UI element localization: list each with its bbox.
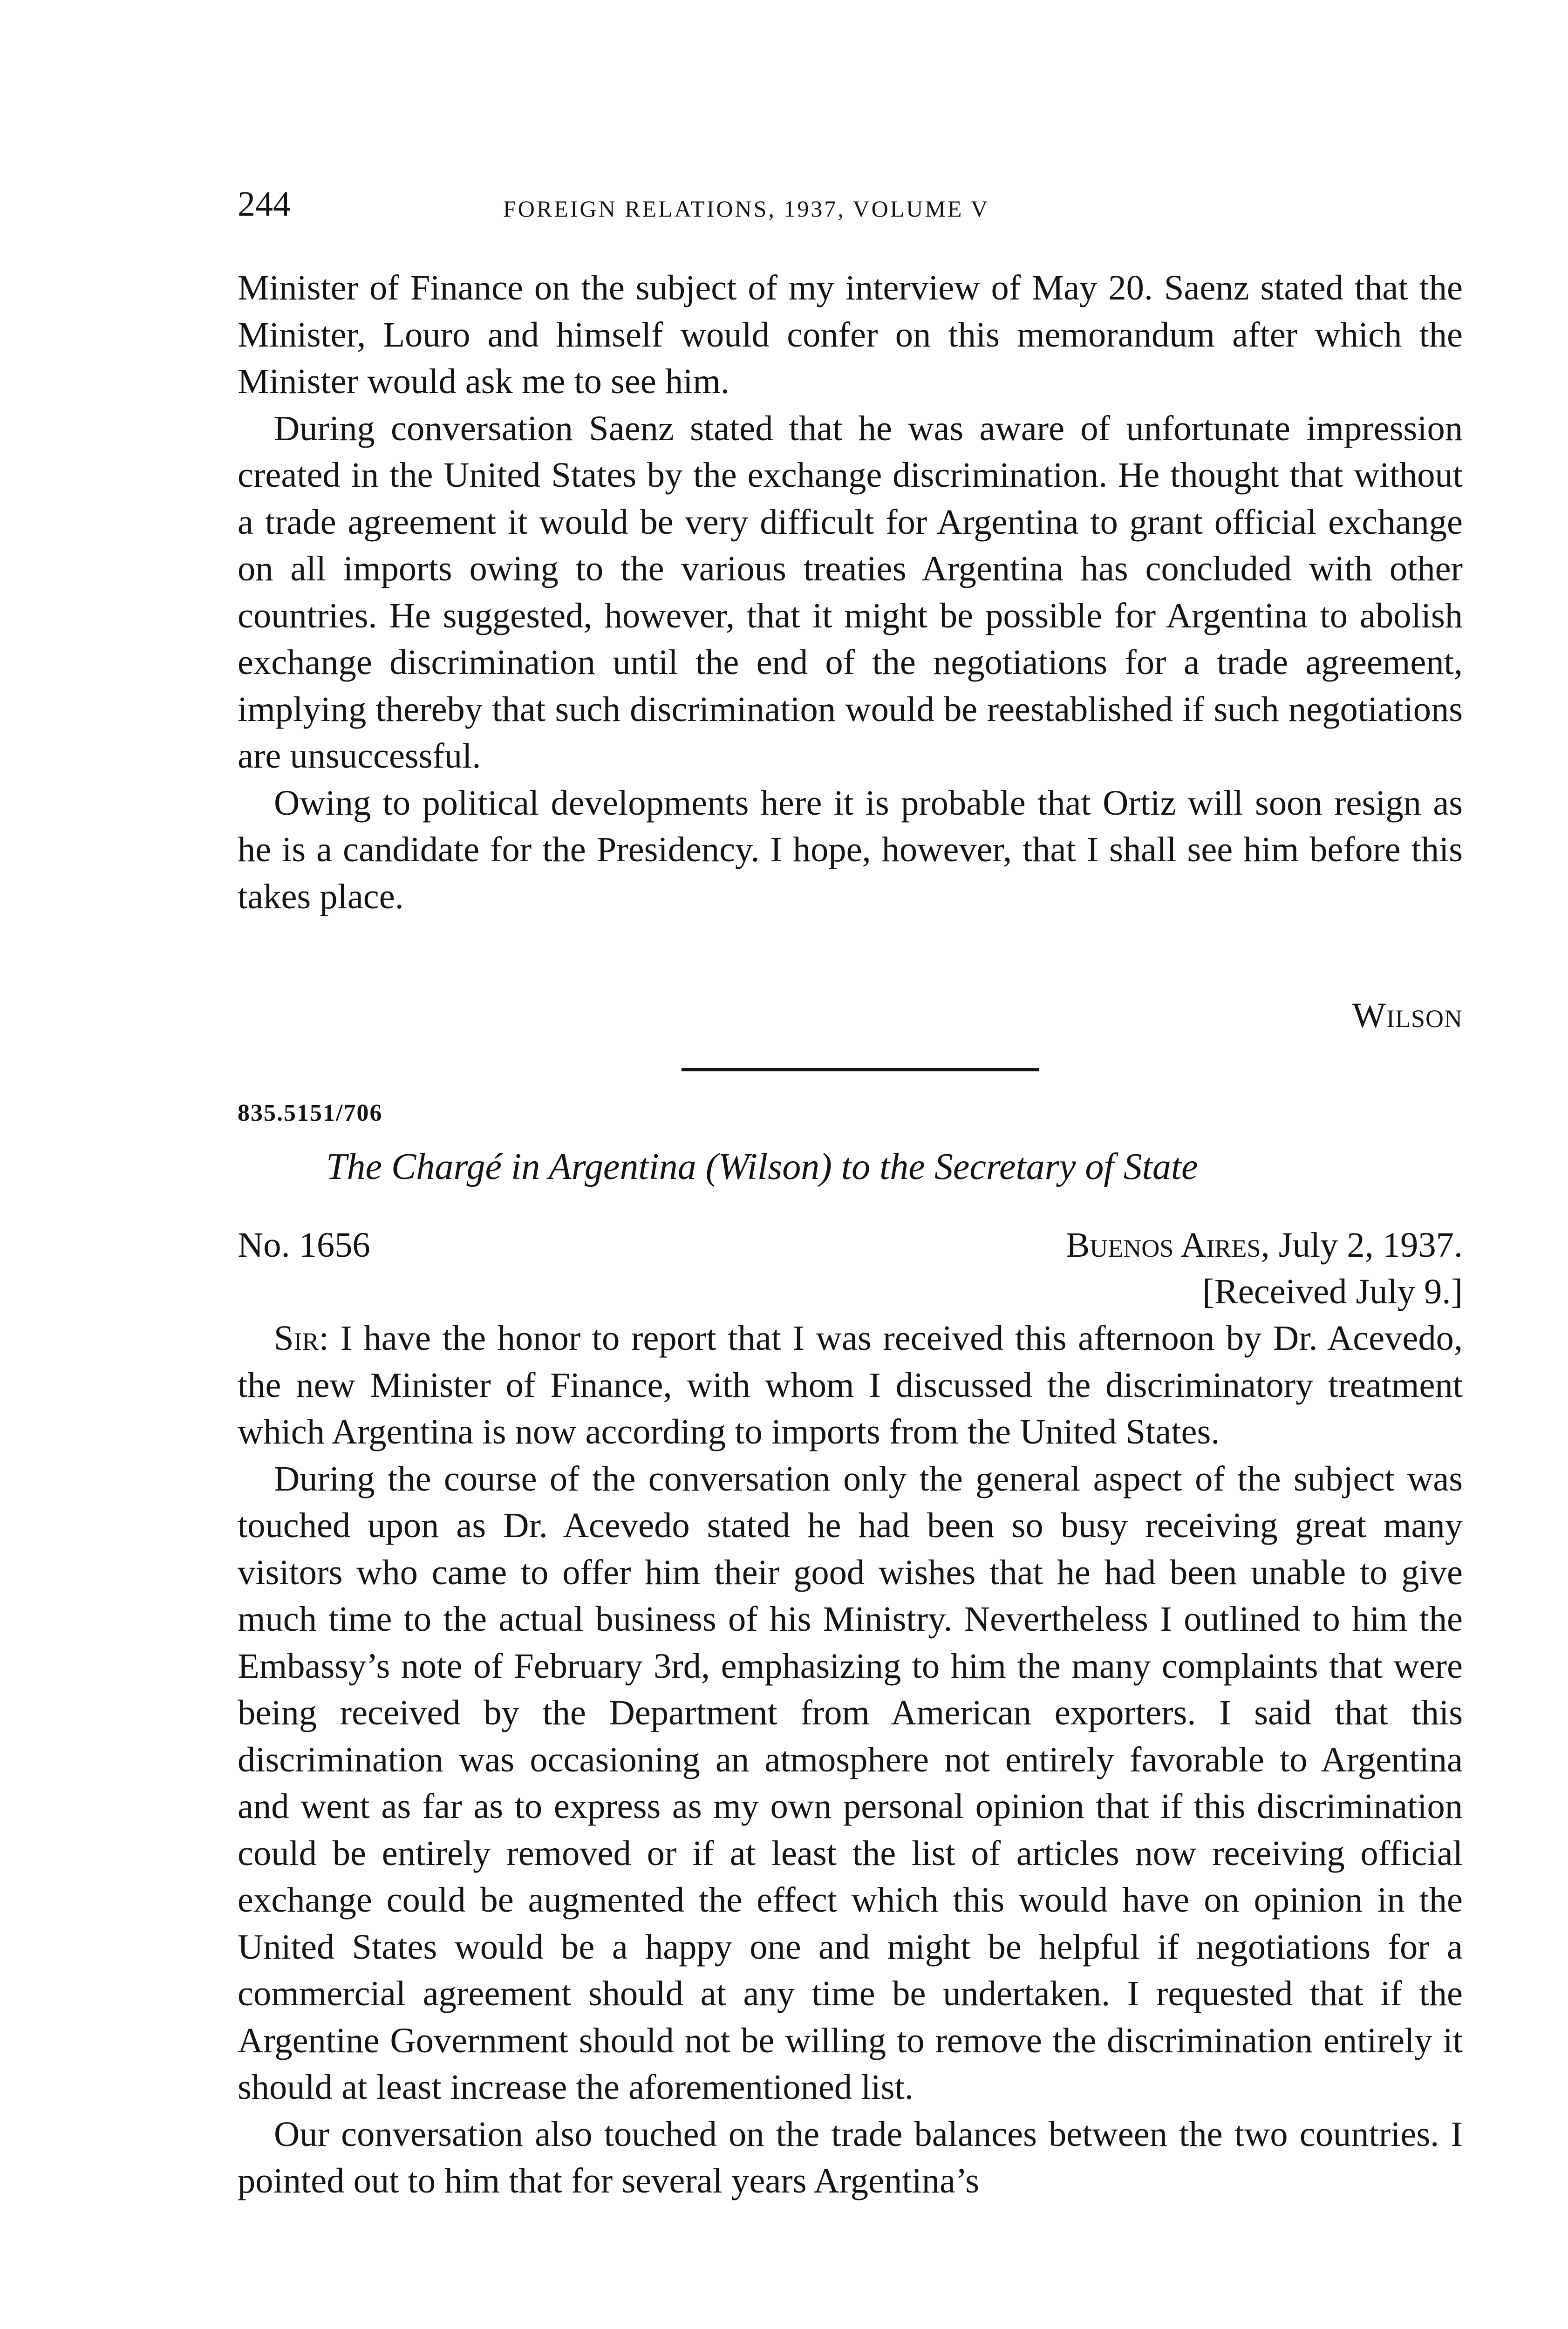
paragraph-text: I have the honor to report that I was received this afternoon by Dr. Acevedo, the new Minister of Finance, with whom I discussed the discriminatory treatment which Argentina is now according to imports from the United States. — [238, 1318, 1463, 1451]
paragraph: During conversation Saenz stated that he was aware of unfortunate impression created in the United States by the exchange discrimination. He thought that without a trade agreement it would be very difficult for Argentina to grant official exchange on all imports owing to the various treaties Argentina has concluded with other countries. He suggested, however, that it might be possible for Argentina to abolish exchange discrimination until the end of the negotiations for a trade agreement, implying thereby that such discrimination would be reestablished if such negotiations are unsuccessful. — [238, 408, 1463, 776]
paragraph: Minister of Finance on the subject of my interview of May 20. Saenz stated that the Minister, Louro and himself would confer on this memorandum after which the Minister would ask me to see him. — [238, 268, 1463, 401]
letter-body — [238, 1315, 1463, 2205]
page-number: 244 — [238, 184, 291, 224]
page-header — [238, 181, 1463, 227]
paragraph: Owing to political developments here it is probable that Ortiz will soon resign as he is a candidate for the Presidency. I hope, however, that I shall see him before this takes place. — [238, 783, 1463, 916]
paragraph: Our conversation also touched on the trade balances between the two countries. I pointed out to him that for several years Argentina’s — [238, 2114, 1463, 2200]
section-divider — [682, 1068, 1039, 1071]
paragraph: During the course of the conversation only the general aspect of the subject was touched upon as Dr. Acevedo stated he had been so busy receiving great many visitors who came to offer him their good wishes that he had been unable to give much time to the actual business of his Ministry. Nevertheless I outlined to him the Embassy’s note of February 3rd, emphasizing to him the many complaints that were being received by the Department from American exporters. I said that this discrimination was occasioning an atmosphere not entirely favorable to Argentina and went as far as to express as my own personal opinion that if this discrimination could be entirely removed or if at least the list of articles now receiving official exchange could be augmented the effect which this would have on opinion in the United States would be a happy one and might be helpful if negotiations for a commercial agreement should at any time be undertaken. I requested that if the Argentine Government should not be willing to remove the discrimination entirely it should at least increase the aforementioned list. — [238, 1458, 1463, 2107]
date: July 2, 1937. — [1278, 1225, 1463, 1265]
place: Buenos Aires, — [1066, 1225, 1270, 1265]
signature: Wilson — [1352, 995, 1463, 1035]
paragraph — [238, 1315, 1463, 1456]
running-head: FOREIGN RELATIONS, 1937, VOLUME V — [503, 196, 990, 222]
place-date — [1066, 1222, 1463, 1268]
section1-body — [238, 265, 1463, 920]
received-date: [Received July 9.] — [1202, 1272, 1463, 1311]
document-number: No. 1656 — [238, 1225, 370, 1265]
document-title: The Chargé in Argentina (Wilson) to the Secretary of State — [326, 1146, 1198, 1187]
file-number: 835.5151/706 — [238, 1100, 383, 1126]
salutation: Sir: — [274, 1318, 329, 1358]
